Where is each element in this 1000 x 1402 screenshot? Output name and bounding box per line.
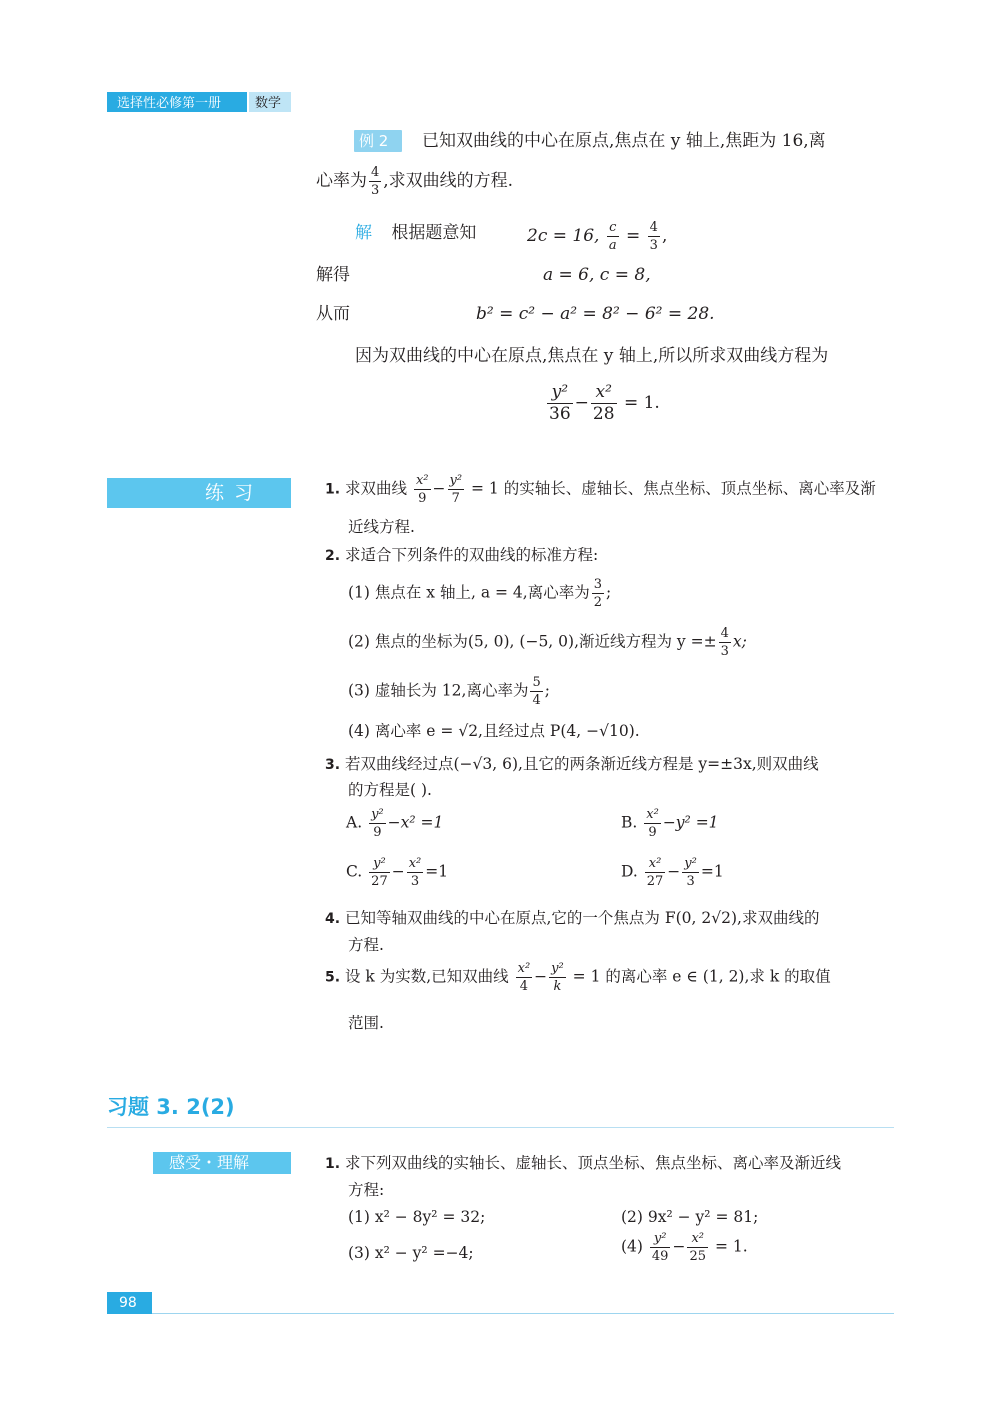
math-2c: 2c = 16,	[527, 226, 600, 246]
fraction	[682, 857, 699, 888]
frac-den: 2	[593, 595, 602, 610]
option-rest: =1	[700, 862, 724, 881]
q3-line-1: 若双曲线经过点(−√3, 6),且它的两条渐近线方程是 y=±3x,则双曲线	[345, 755, 819, 773]
fraction	[530, 676, 542, 707]
q2-text: 求适合下列条件的双曲线的标准方程:	[345, 546, 599, 564]
punct: ;	[544, 681, 550, 700]
frac-den: 49	[651, 1249, 669, 1264]
exercise-part-2: (2) 9x² − y² = 81;	[621, 1208, 759, 1226]
frac-num: 5	[532, 675, 541, 690]
q5-pre: 设 k 为实数,已知双曲线	[345, 967, 509, 986]
x2-over-9	[414, 474, 431, 505]
frac-den: 36	[549, 404, 571, 424]
page-number-box	[107, 1292, 152, 1314]
punct: ;	[606, 583, 612, 602]
q2-2-text: (2) 焦点的坐标为(5, 0), (−5, 0),渐近线方程为 y =±	[348, 632, 717, 651]
frac-den: k	[553, 979, 562, 994]
exercise-part-1: (1) x² − 8y² = 32;	[348, 1208, 486, 1226]
minus: −	[391, 862, 405, 881]
conclusion-text: 因为双曲线的中心在原点,焦点在 y 轴上,所以所求双曲线方程为	[355, 346, 829, 366]
thus-math	[476, 302, 715, 326]
frac-den: 4	[532, 693, 541, 708]
book-title: 选择性必修第一册	[117, 96, 222, 111]
q-number: 2.	[325, 548, 341, 564]
frac-num: x²	[415, 473, 429, 488]
option-label: D.	[621, 862, 638, 881]
option-a	[346, 808, 443, 839]
y2-over-7	[448, 474, 465, 505]
frac-den: 25	[689, 1249, 706, 1264]
example-line-2	[316, 166, 513, 197]
frac-num: x²	[646, 807, 659, 822]
category-label: 感受・理解	[169, 1153, 250, 1172]
category-banner	[153, 1152, 291, 1174]
option-rest: −y² =1	[662, 813, 719, 832]
frac-num: 3	[593, 577, 602, 592]
frac-num: x²	[408, 856, 422, 871]
part-label: (4)	[621, 1237, 643, 1256]
equals-one: = 1.	[623, 393, 660, 413]
frac-den: 9	[373, 825, 382, 840]
subject-tag	[249, 92, 291, 112]
solution-text: 根据题意知	[391, 223, 477, 243]
practice-q1-line2: 近线方程.	[348, 518, 415, 536]
q2-1-text: (1) 焦点在 x 轴上, a = 4,离心率为	[348, 583, 590, 602]
frac-num: 4	[371, 165, 380, 180]
frac-num: c	[609, 220, 617, 235]
q-number: 3.	[325, 757, 341, 773]
fraction	[369, 808, 386, 839]
exercise-part-3: (3) x² − y² =−4;	[348, 1244, 474, 1262]
practice-q1	[325, 474, 876, 505]
q-number: 5.	[325, 969, 341, 986]
q-number: 1.	[325, 1156, 341, 1172]
b-squared-equation: b² = c² − a² = 8² − 6² = 28.	[476, 304, 715, 324]
exercise-q1-line2: 方程:	[348, 1181, 385, 1199]
fraction	[650, 1232, 671, 1263]
eccentricity-fraction	[369, 166, 381, 197]
frac-num: y²	[684, 856, 697, 871]
q-number: 1.	[325, 481, 341, 498]
thus-label: 从而	[316, 304, 350, 324]
practice-title: 练习	[205, 482, 264, 504]
example-line-2-post: ,求双曲线的方程.	[383, 171, 514, 191]
page-number: 98	[119, 1295, 137, 1311]
practice-q2-1	[348, 578, 611, 609]
punct: x;	[732, 632, 747, 651]
practice-q2-3	[348, 676, 550, 707]
q4-line-1: 已知等轴双曲线的中心在原点,它的一个焦点为 F(0, 2√2),求双曲线的	[345, 909, 820, 927]
option-label: C.	[346, 862, 363, 881]
example-tag-label: 例 2	[359, 132, 389, 150]
frac-den: 7	[451, 491, 460, 506]
y2-over-k	[549, 962, 566, 993]
frac-den: 4	[519, 979, 529, 994]
frac-den: 27	[371, 874, 388, 889]
frac-num: x²	[691, 1231, 704, 1246]
practice-q3	[325, 753, 819, 776]
frac-den: 3	[649, 238, 658, 253]
practice-banner	[107, 478, 291, 508]
frac-num: 4	[720, 626, 729, 641]
example-tag	[354, 130, 402, 152]
frac-den: 3	[720, 644, 729, 659]
practice-q5	[325, 962, 831, 993]
minus: −	[534, 967, 548, 986]
frac-den: 9	[648, 825, 657, 840]
fraction	[369, 857, 390, 888]
q1-post: = 1 的实轴长、虚轴长、焦点坐标、顶点坐标、离心率及渐	[471, 479, 876, 498]
option-d	[621, 857, 724, 888]
minus: −	[667, 862, 681, 881]
exercise-q1	[325, 1152, 841, 1175]
frac-den: 9	[418, 491, 427, 506]
frac-den: a	[608, 238, 617, 253]
practice-q2-4: (4) 离心率 e = √2,且经过点 P(4, −√10).	[348, 722, 640, 740]
ex-q1-line-1: 求下列双曲线的实轴长、虚轴长、顶点坐标、焦点坐标、离心率及渐近线	[345, 1154, 842, 1172]
solution-label: 解	[355, 223, 372, 243]
fraction	[407, 857, 424, 888]
option-label: A.	[346, 813, 363, 832]
frac-den: 3	[686, 874, 695, 889]
solved-values: a = 6, c = 8,	[543, 265, 651, 285]
option-c	[346, 857, 448, 888]
option-rest: =1	[425, 862, 449, 881]
comma: ,	[661, 226, 668, 246]
frac-den: 28	[592, 404, 615, 424]
option-b	[621, 808, 719, 839]
solved-label: 解得	[316, 265, 350, 285]
frac-num: x²	[517, 961, 531, 976]
q1-pre: 求双曲线	[345, 479, 408, 498]
footer-line	[152, 1313, 894, 1314]
x2-over-28	[591, 384, 617, 423]
frac-den: 3	[410, 874, 420, 889]
option-label: B.	[621, 813, 638, 832]
subject-label: 数学	[255, 96, 282, 111]
frac-den: 3	[371, 183, 380, 198]
fraction	[645, 857, 666, 888]
frac-num: y²	[449, 473, 463, 488]
example-line-1: 已知双曲线的中心在原点,焦点在 y 轴上,焦距为 16,离	[422, 131, 826, 151]
q2-3-text: (3) 虚轴长为 12,离心率为	[348, 681, 529, 700]
practice-q4	[325, 907, 819, 930]
fraction	[592, 578, 604, 609]
frac-num: y²	[653, 1231, 667, 1246]
frac-num: x²	[648, 856, 662, 871]
equals-one: = 1.	[714, 1237, 748, 1256]
frac-num: y²	[551, 961, 564, 976]
frac-num: 4	[649, 220, 658, 235]
practice-q2	[325, 544, 598, 567]
frac-num: y²	[373, 856, 386, 871]
fraction	[719, 627, 731, 658]
q5-post: = 1 的离心率 e ∈ (1, 2),求 k 的取值	[572, 967, 831, 986]
fraction	[644, 808, 661, 839]
y2-over-36	[547, 384, 573, 423]
exercise-part-4	[621, 1232, 748, 1263]
minus: −	[574, 393, 589, 413]
four-thirds	[648, 221, 660, 252]
minus: −	[672, 1237, 686, 1256]
frac-den: 27	[646, 874, 664, 889]
final-equation	[545, 384, 660, 423]
practice-q4-line2: 方程.	[348, 936, 384, 954]
example-line-2-pre: 心率为	[316, 171, 367, 191]
section-divider	[107, 1127, 894, 1128]
frac-num: x²	[595, 382, 612, 402]
book-title-bar	[107, 92, 247, 112]
q-number: 4.	[325, 911, 341, 927]
minus: −	[432, 479, 446, 498]
exercise-title: 习题 3. 2(2)	[107, 1095, 235, 1119]
practice-q3-line2: 的方程是( ).	[348, 781, 432, 799]
practice-q2-2	[348, 627, 747, 658]
solution-line-1	[355, 221, 476, 245]
frac-num: y²	[371, 807, 384, 822]
solution-math-1	[527, 221, 667, 252]
c-over-a	[607, 221, 619, 252]
fraction	[687, 1232, 708, 1263]
practice-q5-line2: 范围.	[348, 1014, 384, 1032]
solved-math	[543, 263, 651, 287]
equals: =	[626, 226, 641, 246]
frac-num: y²	[551, 382, 569, 402]
x2-over-4	[516, 962, 533, 993]
option-rest: −x² =1	[387, 813, 444, 832]
